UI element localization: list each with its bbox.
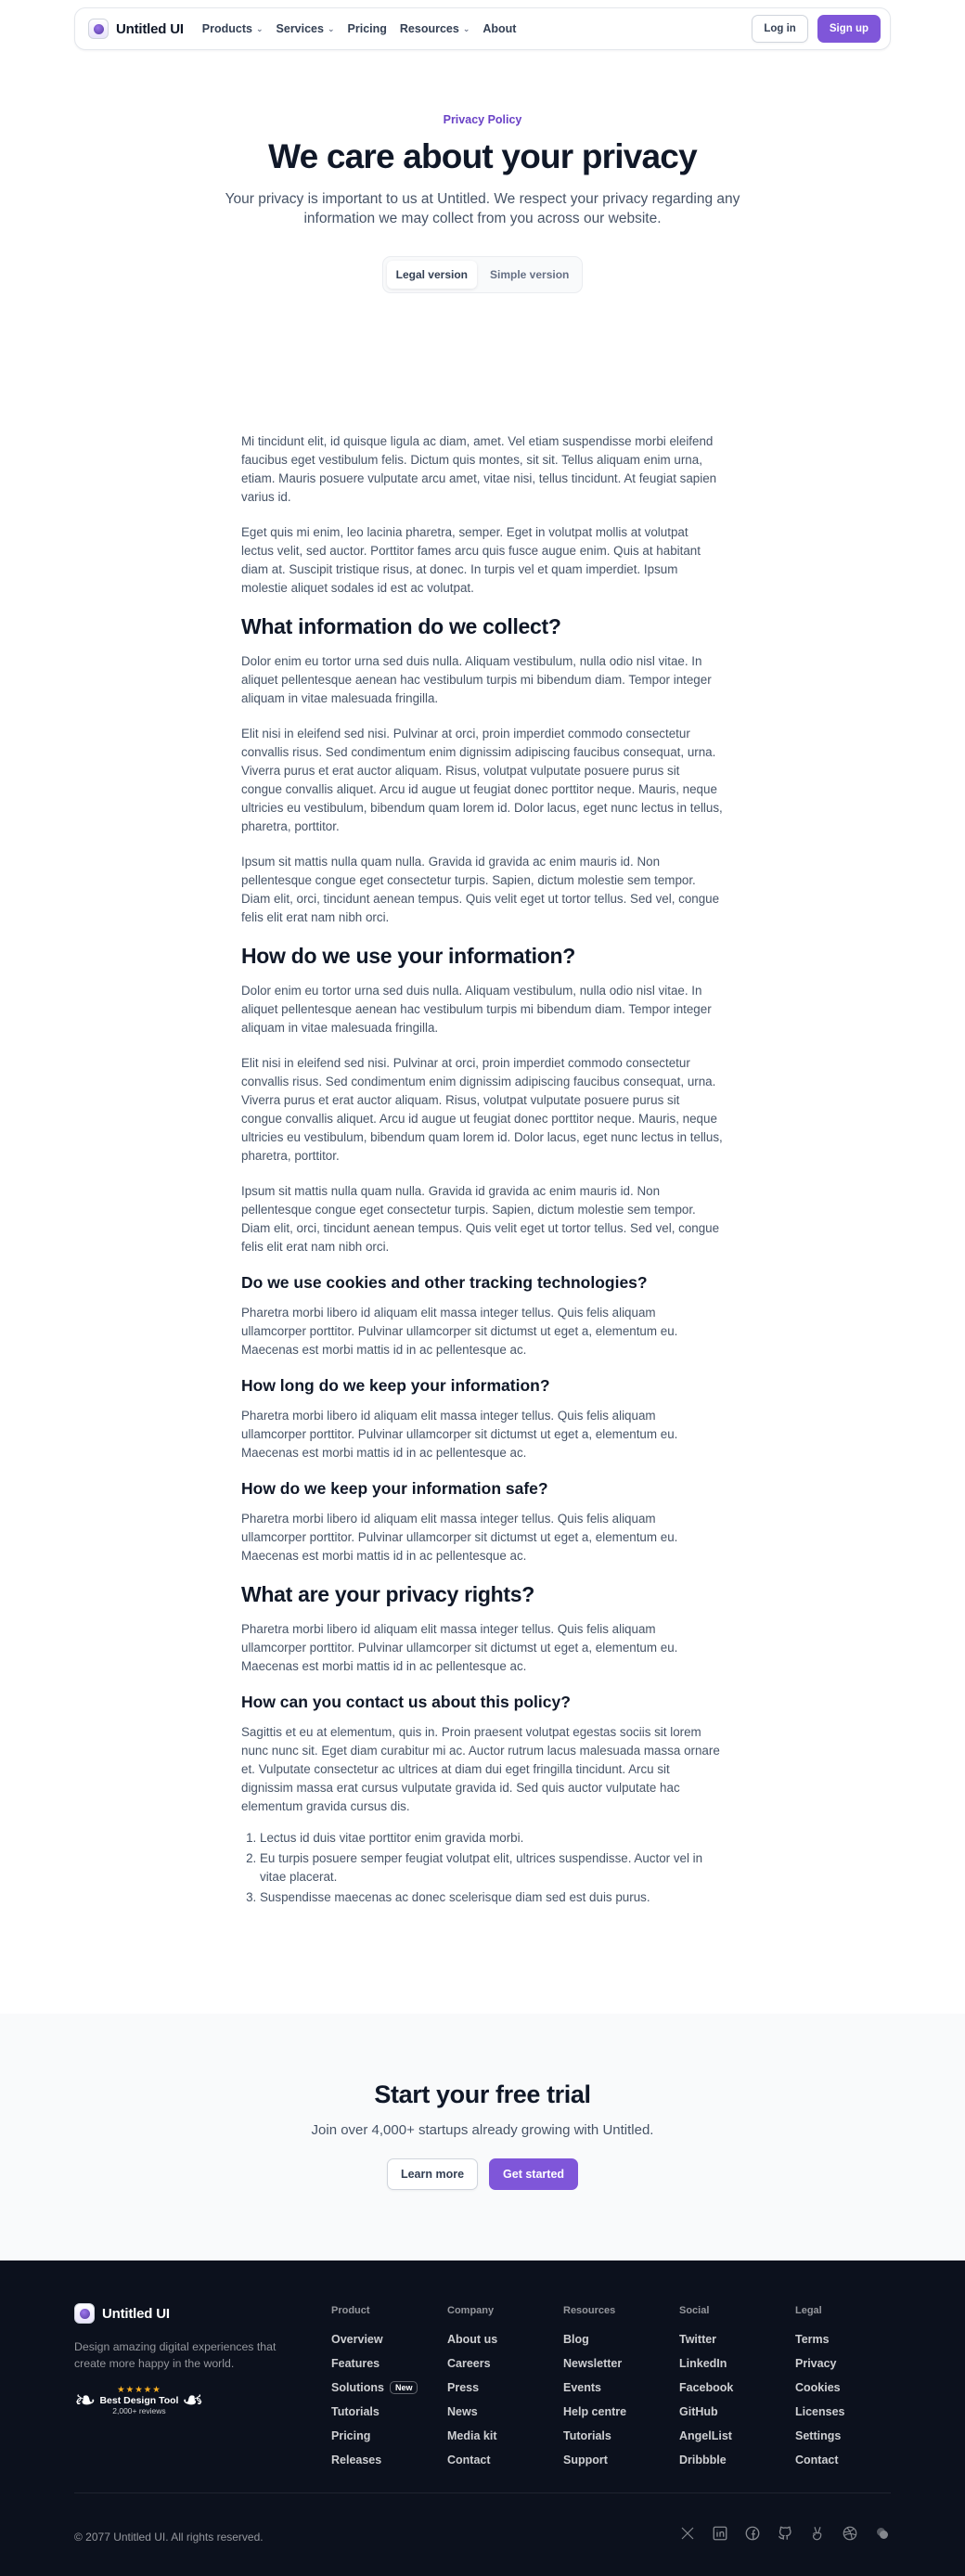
section-paragraph: Ipsum sit mattis nulla quam nulla. Gravida id gravida ac enim mauris id. Non pellentesque congue eget consectetur turpis. Sapien, dictum molestie sem tempor. Diam elit, orci, tincidunt aenean tempus. Quis velit eget ut tortor tellus. Sed vel, congue felis elit erat nam nibh orci. (241, 1184, 720, 1254)
footer-link-label: Tutorials (331, 2405, 380, 2418)
footer-col-title: Social (679, 2305, 710, 2316)
get-started-button[interactable]: Get started (489, 2158, 578, 2190)
footer-link-label: Solutions (331, 2381, 384, 2394)
footer-col-title: Resources (563, 2305, 616, 2316)
footer-link[interactable] (447, 2424, 563, 2448)
footer-link[interactable] (795, 2400, 911, 2424)
footer-link[interactable] (563, 2400, 679, 2424)
list-item: 1. Lectus id duis vitae porttitor enim gravida morbi. (260, 1829, 724, 1848)
footer-link-label: Cookies (795, 2381, 841, 2394)
nav-services[interactable] (277, 22, 335, 35)
footer-link-label: Dribbble (679, 2454, 727, 2467)
social-links (679, 2525, 891, 2542)
layers-icon[interactable] (874, 2525, 891, 2542)
nav-resources[interactable] (400, 22, 470, 35)
footer-link-label: Help centre (563, 2405, 627, 2418)
section-paragraph: Pharetra morbi libero id aliquam elit massa integer tellus. Quis felis aliquam ullamcorper porttitor. Pulvinar ullamcorper sit dictumst ut eget a, elementum eu. Maecenas est morbi mattis id in ac pellentesque ac. (241, 1512, 678, 1563)
footer-link-label: Blog (563, 2333, 589, 2346)
cta-title: Start your free trial (374, 2080, 591, 2108)
footer-link-label: Newsletter (563, 2357, 623, 2370)
footer-link-label: Events (563, 2381, 601, 2394)
footer-link[interactable] (447, 2327, 563, 2351)
footer-link-label: AngelList (679, 2429, 732, 2442)
footer-divider (74, 2492, 891, 2493)
footer-link[interactable] (563, 2448, 679, 2472)
footer-link-label: GitHub (679, 2405, 718, 2418)
nav-products-label: Products (201, 22, 252, 35)
section-paragraph: Pharetra morbi libero id aliquam elit massa integer tellus. Quis felis aliquam ullamcorper porttitor. Pulvinar ullamcorper sit dictumst ut eget a, elementum eu. Maecenas est morbi mattis id in ac pellentesque ac. (241, 1409, 678, 1460)
footer-link[interactable] (447, 2376, 563, 2400)
subsection-heading: Do we use cookies and other tracking technologies? (241, 1273, 648, 1292)
version-toggle (382, 256, 584, 293)
footer-col-product (331, 2305, 447, 2472)
intro-paragraph: Mi tincidunt elit, id quisque ligula ac diam, amet. Vel etiam suspendisse morbi eleifend faucibus eget vestibulum felis. Dictum quis montes, sit sit. Tellus aliquam enim urna, etiam. Mauris posuere vulputate arcu amet, vitae nisi, tellus tincidunt. At feugiat sapien varius id. (241, 434, 717, 504)
intro-paragraph: Eget quis mi enim, leo lacinia pharetra, semper. Eget in volutpat mollis at volutpat lectus velit, sed auctor. Porttitor fames arcu quis fusce augue enim. Quis at habitant diam at. Suscipit tristique risus, at donec. In turpis vel et quam imperdiet. Ipsum molestie aliquet sodales id est ac volutpat. (241, 525, 701, 595)
page-title: We care about your privacy (268, 137, 697, 175)
footer-link[interactable] (331, 2400, 447, 2424)
footer-link[interactable] (795, 2327, 911, 2351)
legal-version-tab[interactable]: Legal version (387, 261, 477, 289)
cta-actions (0, 2158, 965, 2190)
nav-pricing[interactable] (348, 22, 387, 35)
footer-link[interactable] (563, 2351, 679, 2376)
subsection-heading: How long do we keep your information? (241, 1376, 550, 1395)
rating-stars: ★★★★★ (117, 2385, 161, 2395)
footer-link[interactable] (795, 2351, 911, 2376)
list-item: 2. Eu turpis posuere semper feugiat volutpat elit, ultrices suspendisse. Auctor vel in vitae placerat. (260, 1849, 724, 1887)
footer-link-label: Tutorials (563, 2429, 611, 2442)
footer-col-resources (563, 2305, 679, 2472)
footer-link-label: Contact (447, 2454, 491, 2467)
footer-link[interactable] (795, 2424, 911, 2448)
footer-link[interactable] (679, 2351, 795, 2376)
cta-subtitle: Join over 4,000+ startups already growing with Untitled. (311, 2122, 654, 2138)
chevron-down-icon: ⌄ (327, 23, 335, 33)
footer-link-label: About us (447, 2333, 498, 2346)
subsection-heading: How do we keep your information safe? (241, 1479, 548, 1498)
new-badge: New (390, 2381, 418, 2394)
footer-link-label: Careers (447, 2357, 491, 2370)
footer-brand-name: Untitled UI (102, 2305, 170, 2322)
footer-link-label: Support (563, 2454, 608, 2467)
footer-link-label: Terms (795, 2333, 830, 2346)
footer-link[interactable] (679, 2327, 795, 2351)
contact-list (260, 1829, 724, 1907)
chevron-down-icon: ⌄ (462, 23, 470, 33)
section-heading: How do we use your information? (241, 944, 575, 968)
footer-link[interactable] (331, 2351, 447, 2376)
nav-about[interactable] (482, 22, 516, 35)
footer-link[interactable] (331, 2424, 447, 2448)
github-icon[interactable] (777, 2525, 793, 2542)
footer-col-company (447, 2305, 563, 2472)
award-badge (74, 2385, 297, 2415)
footer-link-label: Press (447, 2381, 480, 2394)
hero-eyebrow: Privacy Policy (443, 113, 522, 126)
section-heading: What information do we collect? (241, 614, 561, 638)
footer-link[interactable] (679, 2400, 795, 2424)
footer-link-label: Facebook (679, 2381, 734, 2394)
nav-links (202, 22, 517, 35)
badge-subtitle: 2,000+ reviews (112, 2406, 166, 2415)
footer-columns (331, 2305, 911, 2472)
footer-logo[interactable] (74, 2303, 297, 2324)
footer-link[interactable] (331, 2376, 447, 2400)
linkedin-icon[interactable] (712, 2525, 728, 2542)
footer-link[interactable] (679, 2448, 795, 2472)
learn-more-button[interactable]: Learn more (387, 2158, 478, 2190)
footer-link[interactable] (331, 2448, 447, 2472)
section-heading: What are your privacy rights? (241, 1582, 534, 1606)
laurel-right-icon: ❧ (182, 2385, 204, 2415)
copyright: © 2077 Untitled UI. All rights reserved. (74, 2531, 264, 2544)
footer-link[interactable] (795, 2376, 911, 2400)
section-paragraph: Dolor enim eu tortor urna sed duis nulla. Aliquam vestibulum, nulla odio nisl vitae. In aliquet pellentesque aenean hac vestibulum turpis mi bibendum diam. Tempor integer aliquam in vitae malesuada fringilla. (241, 984, 712, 1035)
footer-link-label: Overview (331, 2333, 383, 2346)
logo-mark-icon (88, 19, 109, 39)
badge-body (99, 2385, 178, 2415)
nav-about-label: About (482, 22, 517, 35)
footer-link-label: Settings (795, 2429, 842, 2442)
footer-col-title: Legal (795, 2305, 822, 2316)
section-paragraph: Ipsum sit mattis nulla quam nulla. Gravida id gravida ac enim mauris id. Non pellentesque congue eget consectetur turpis. Sapien, dictum molestie sem tempor. Diam elit, orci, tincidunt aenean tempus. Quis velit eget ut tortor tellus. Sed vel, congue felis elit erat nam nibh orci. (241, 855, 720, 924)
footer-link[interactable] (331, 2327, 447, 2351)
subsection-heading: How can you contact us about this policy? (241, 1693, 571, 1711)
footer-link[interactable] (563, 2424, 679, 2448)
footer-link-label: Media kit (447, 2429, 497, 2442)
section-paragraph: Elit nisi in eleifend sed nisi. Pulvinar at orci, proin imperdiet commodo consectetur convallis risus. Sed condimentum enim dignissim adipiscing faucibus consequat, urna. Viverra purus et erat auctor aliquam. Risus, volutpat vulputate posuere purus sit congue convallis aliquet. Arcu id augue ut feugiat donec porttitor neque. Mauris, neque ultricies eu vestibulum, bibendum quam lorem id. Dolor lacus, eget nunc lectus in tellus, pharetra, porttitor. (241, 1056, 723, 1163)
footer-link-label: Pricing (331, 2429, 371, 2442)
logo-mark-icon (74, 2303, 95, 2324)
hero-subtitle: Your privacy is important to us at Untitled. We respect your privacy regarding any information we may collect from you across our website. (225, 191, 740, 226)
footer-col-social (679, 2305, 795, 2472)
angellist-icon[interactable] (809, 2525, 826, 2542)
footer-link[interactable] (795, 2448, 911, 2472)
footer-link-label: Features (331, 2357, 380, 2370)
footer (0, 2260, 965, 2576)
policy-content (241, 432, 724, 1909)
simple-version-tab[interactable]: Simple version (490, 268, 570, 281)
hero-section (0, 113, 965, 293)
footer-link-label: News (447, 2405, 478, 2418)
footer-link-label: Releases (331, 2454, 382, 2467)
nav-services-label: Services (276, 22, 324, 35)
badge-title: Best Design Tool (99, 2395, 179, 2406)
x-icon[interactable] (679, 2525, 696, 2542)
footer-link[interactable] (679, 2376, 795, 2400)
footer-link[interactable] (447, 2400, 563, 2424)
footer-col-legal (795, 2305, 911, 2472)
footer-col-title: Company (447, 2305, 495, 2316)
footer-col-title: Product (331, 2305, 370, 2316)
facebook-icon[interactable] (744, 2525, 761, 2542)
nav-actions (752, 15, 881, 43)
signup-button[interactable]: Sign up (817, 15, 881, 43)
footer-link-label: Contact (795, 2454, 839, 2467)
footer-link-label: Privacy (795, 2357, 837, 2370)
footer-link[interactable] (679, 2424, 795, 2448)
section-paragraph: Pharetra morbi libero id aliquam elit massa integer tellus. Quis felis aliquam ullamcorper porttitor. Pulvinar ullamcorper sit dictumst ut eget a, elementum eu. Maecenas est morbi mattis id in ac pellentesque ac. (241, 1622, 678, 1673)
brand-logo[interactable] (88, 19, 184, 39)
top-navbar (74, 7, 891, 50)
dribbble-icon[interactable] (842, 2525, 858, 2542)
list-item: 3. Suspendisse maecenas ac donec scelerisque diam sed est duis purus. (260, 1888, 724, 1907)
footer-link-label: Licenses (795, 2405, 845, 2418)
laurel-left-icon: ❧ (74, 2385, 96, 2415)
section-paragraph: Elit nisi in eleifend sed nisi. Pulvinar at orci, proin imperdiet commodo consectetur convallis risus. Sed condimentum enim dignissim adipiscing faucibus consequat, urna. Viverra purus et erat auctor aliquam. Risus, volutpat vulputate posuere purus sit congue convallis aliquet. Arcu id augue ut feugiat donec porttitor neque. Mauris, neque ultricies eu vestibulum, bibendum quam lorem id. Dolor lacus, eget nunc lectus in tellus, pharetra, porttitor. (241, 727, 723, 833)
cta-section (0, 2014, 965, 2260)
footer-link[interactable] (563, 2327, 679, 2351)
nav-products[interactable] (202, 22, 264, 35)
footer-link[interactable] (563, 2376, 679, 2400)
section-paragraph: Pharetra morbi libero id aliquam elit massa integer tellus. Quis felis aliquam ullamcorper porttitor. Pulvinar ullamcorper sit dictumst ut eget a, elementum eu. Maecenas est morbi mattis id in ac pellentesque ac. (241, 1306, 678, 1357)
footer-brand (74, 2303, 297, 2415)
footer-link[interactable] (447, 2448, 563, 2472)
footer-link-label: LinkedIn (679, 2357, 727, 2370)
section-paragraph: Sagittis et eu at elementum, quis in. Proin praesent volutpat egestas sociis sit lorem nunc nunc sit. Eget diam curabitur mi ac. Auctor rutrum lacus malesuada massa ornare et. Vulputate consectetur ac ultrices at diam dui eget fringilla tincidunt. Arcu sit dignissim massa erat cursus vulputate gravida id. Sed quis auctor vulputate hac elementum gravida cursus dis. (241, 1725, 720, 1813)
section-paragraph: Dolor enim eu tortor urna sed duis nulla. Aliquam vestibulum, nulla odio nisl vitae. In aliquet pellentesque aenean hac vestibulum turpis mi bibendum diam. Tempor integer aliquam in vitae malesuada fringilla. (241, 654, 712, 705)
footer-link[interactable] (447, 2351, 563, 2376)
login-button[interactable]: Log in (752, 15, 808, 43)
brand-name: Untitled UI (116, 20, 184, 37)
chevron-down-icon: ⌄ (255, 23, 264, 33)
footer-link-label: Twitter (679, 2333, 717, 2346)
footer-description: Design amazing digital experiences that create more happy in the world. (74, 2340, 277, 2370)
nav-resources-label: Resources (399, 22, 459, 35)
nav-pricing-label: Pricing (347, 22, 387, 35)
